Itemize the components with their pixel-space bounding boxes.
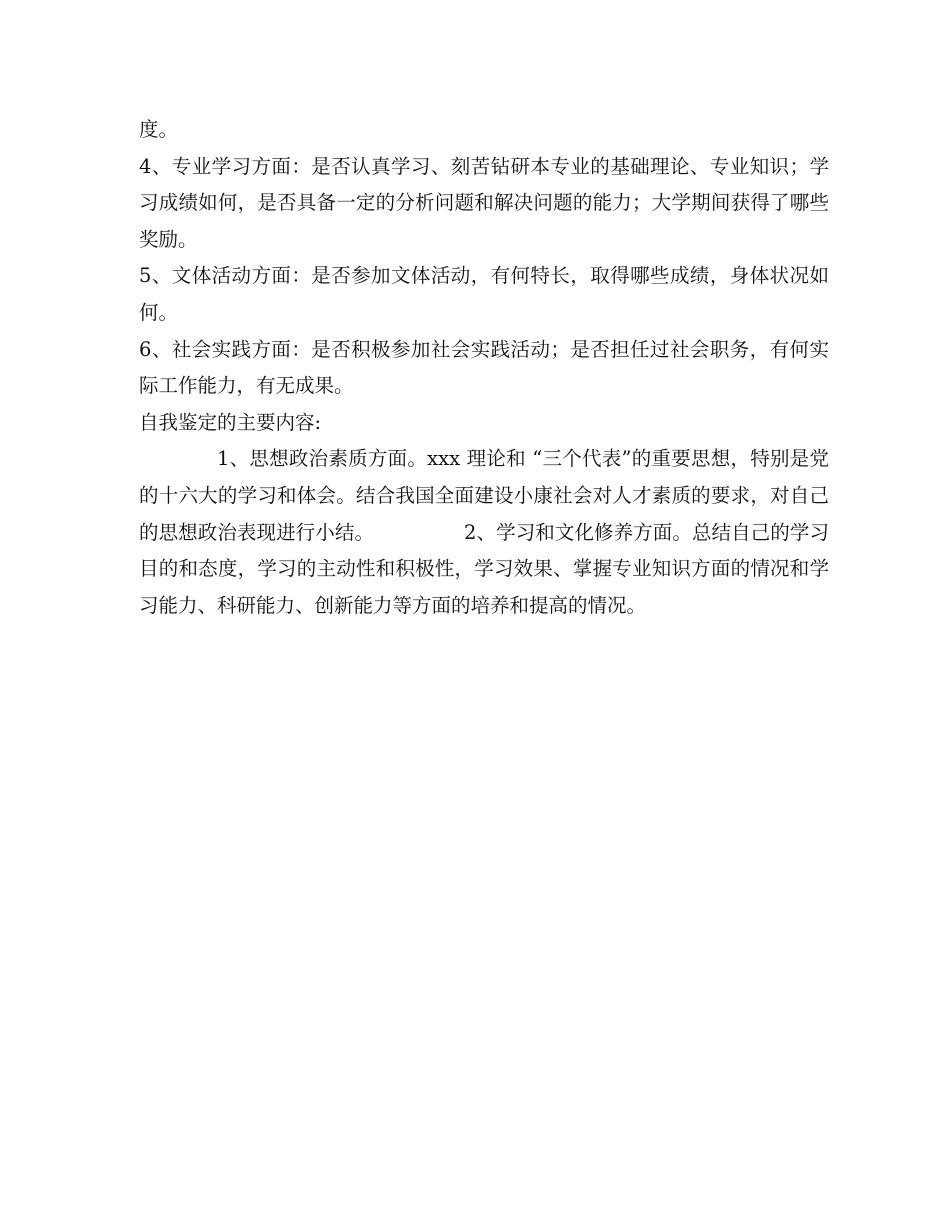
document-body <box>139 112 829 624</box>
content-item-1: 1、思想政治素质方面。xxx 理论和 “三个代表”的重要思想，特别是党的十六大的学习和体会。结合我国全面建设小康社会对人才素质的要求，对自己的思想政治表现进行小结。 <box>139 447 829 544</box>
paragraph-continuation: 度。 <box>139 118 179 141</box>
paragraph-item-6: 6、社会实践方面：是否积极参加社会实践活动；是否担任过社会职务，有何实际工作能力，有无成果。 <box>139 337 829 398</box>
paragraph-item-5: 5、文体活动方面：是否参加文体活动，有何特长，取得哪些成绩，身体状况如何。 <box>139 264 829 324</box>
section-heading: 自我鉴定的主要内容: <box>139 410 322 434</box>
paragraph-main-content <box>139 441 829 624</box>
paragraph-item-4: 4、专业学习方面：是否认真学习、刻苦钻研本专业的基础理论、专业知识；学习成绩如何，是否具备一定的分析问题和解决问题的能力；大学期间获得了哪些奖励。 <box>139 154 829 251</box>
content-item-2: 2、学习和文化修养方面。总结自己的学习目的和态度，学习的主动性和积极性，学习效果、掌握专业知识方面的情况和学习能力、科研能力、创新能力等方面的培养和提高的情况。 <box>139 520 829 617</box>
